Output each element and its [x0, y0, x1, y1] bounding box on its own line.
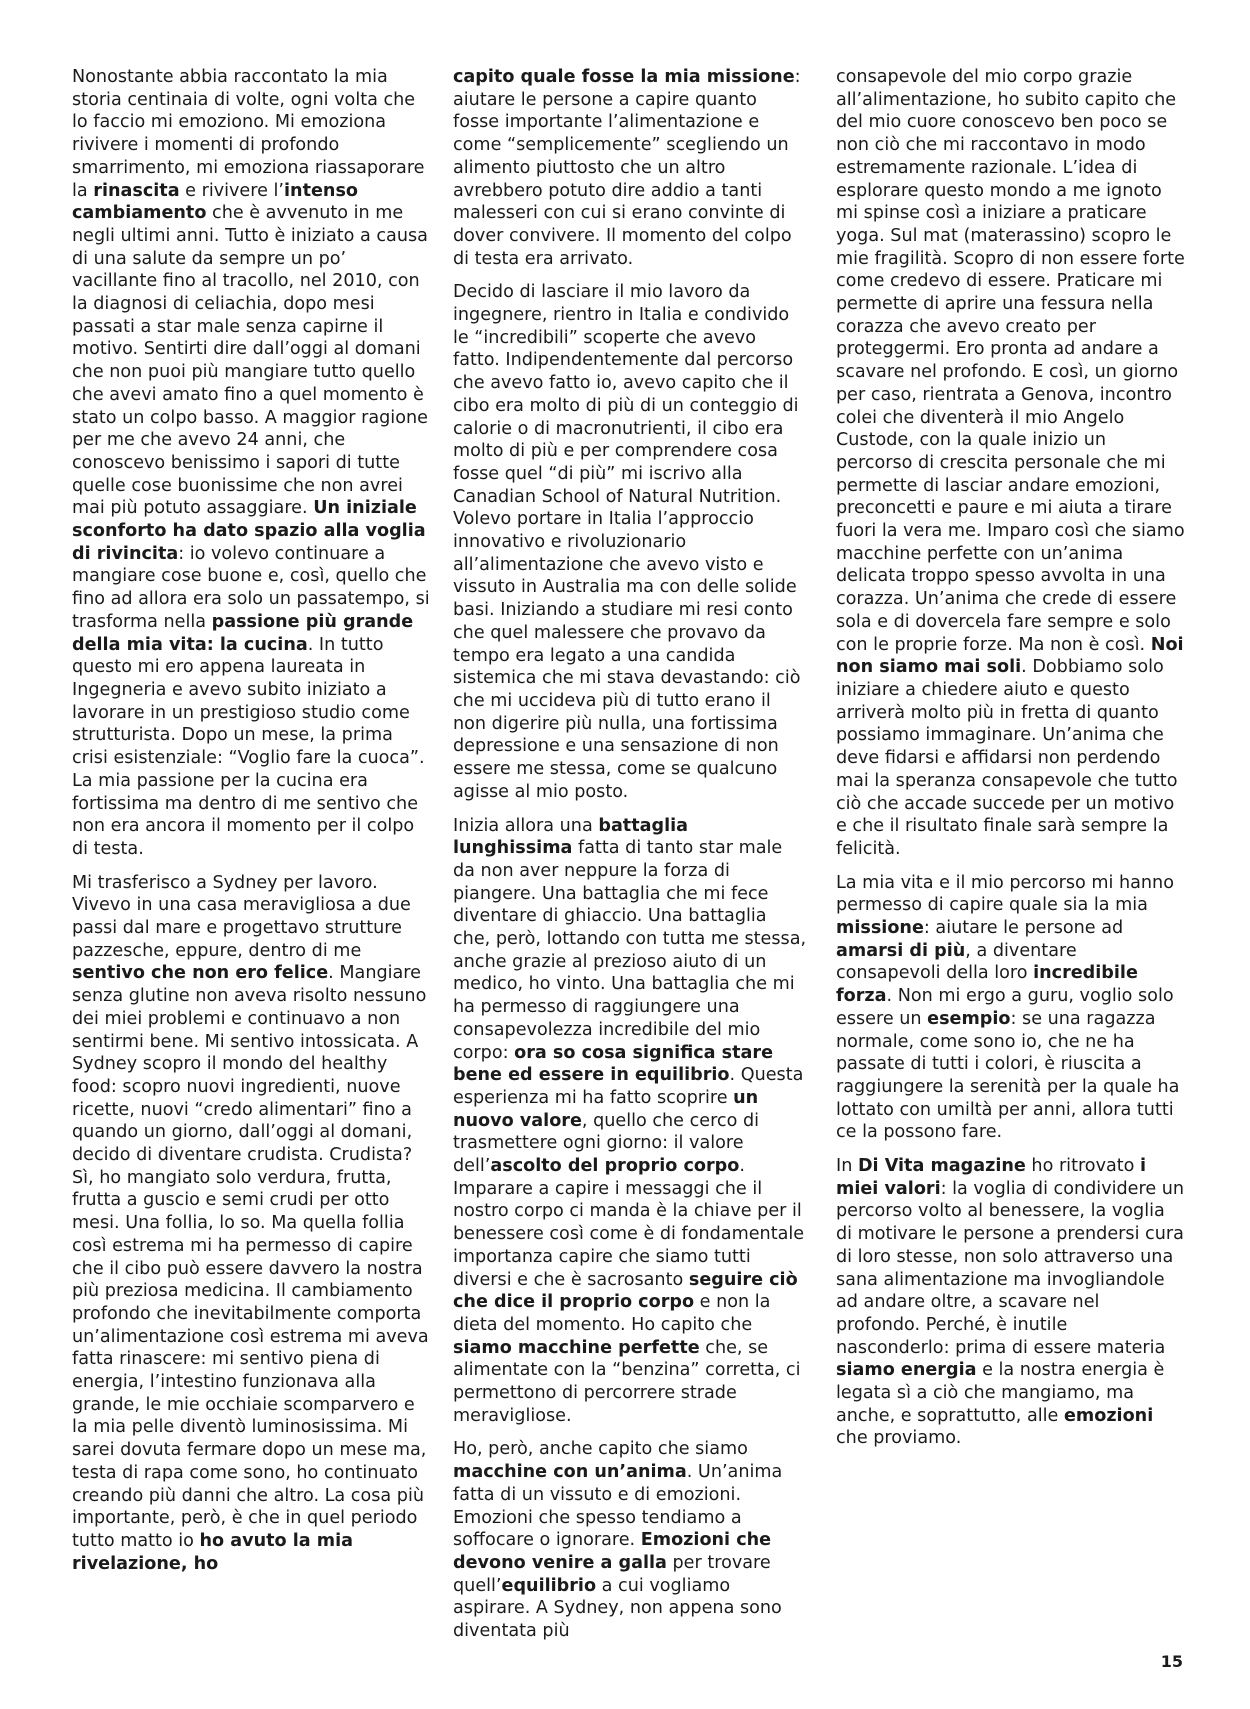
body-text: : aiutare le persone ad — [923, 918, 1124, 939]
bold-text: capito quale fosse la mia missione — [453, 67, 795, 87]
body-text: , a diventare consapevoli della loro — [836, 940, 1077, 984]
body-text: Inizia allora una — [453, 815, 599, 836]
body-text: consapevole del mio corpo grazie all’alimentazione, ho subito capito che del mio cuore conoscevo ben poco se non ciò che mi raccontavo in modo estremamente razionale. L’idea di esplorare questo mondo a me ignoto mi spinse così a iniziare a praticare yoga. Sul mat (materassino) scopro le mie fragilità. Scopro di non essere forte come credevo di essere. Praticare mi permette di aprire una fessura nella corazza che avevo creato per proteggermi. Ero pronta ad andare a scavare nel profondo. E così, un giorno per caso, rientrata a Genova, incontro colei che diventerà il mio Angelo Custode, con la quale inizio un percorso di crescita personale che mi permette di lasciar andare emozioni, preconcetti e paure e mi aiuta a tirare fuori la vera me. Imparo così che siamo macchine perfette con un’anima delicata troppo spesso avvolta in una corazza. Un’anima che crede di essere sola e di dovercela fare sempre e solo con le proprie forze. Ma non è così. — [836, 67, 1185, 655]
body-text: Decido di lasciare il mio lavoro da ingegnere, rientro in Italia e condivido le “incredibili” scoperte che avevo fatto. Indipendentemente dal percorso che avevo fatto io, avevo capito che il cibo era molto di più di un conteggio di calorie o di macronutrienti, il cibo era molto di più e per comprendere cosa fosse quel “di più” mi iscrivo alla Canadian School of Natural Nutrition. Volevo portare in Italia l’approccio innovativo e rivoluzionario all’alimentazione che avevo visto e vissuto in Australia ma con delle solide basi. Iniziando a studiare mi resi conto che quel malessere che provavo da tempo era legato a una candida sistemica che mi stava devastando: ciò che mi uccideva più di tutto erano il non digerire più nulla, una fortissima depressione e una sensazione di non essere me stessa, come se qualcuno agisse al mio posto. — [453, 282, 801, 802]
body-text: , quello che cerco di trasmettere ogni giorno: il valore dell’ — [453, 1110, 760, 1177]
bold-text: incredibile forza — [836, 963, 1138, 1007]
bold-text: passione più grande della mia vita: la cucina — [72, 611, 414, 655]
body-text: In — [836, 1156, 858, 1177]
body-text: La mia vita e il mio percorso mi hanno permesso di capire quale sia la mia — [836, 872, 1174, 916]
bold-text: battaglia lunghissima — [453, 815, 689, 859]
paragraph — [453, 1438, 808, 1642]
body-text: . Non mi ergo a guru, voglio solo essere un — [836, 986, 1174, 1029]
body-text: . In tutto questo mi ero appena laureata in Ingegneria e avevo subito iniziato a lavorare in un prestigioso studio come strutturista. Dopo un mese, la prima crisi esistenziale: “Voglio fare la cuoca”. La mia passione per la cucina era fortissima ma dentro di me sentivo che non era ancora il momento per il colpo di testa. — [72, 634, 425, 859]
body-text: che, se alimentate con la “benzina” corretta, ci permettono di percorrere strade meravigliose. — [453, 1337, 801, 1426]
body-text: Nonostante abbia raccontato la mia storia centinaia di volte, ogni volta che lo faccio mi emoziono. Mi emoziona rivivere i momenti di profondo smarrimento, mi emoziona riassaporare la — [72, 67, 425, 201]
bold-text: esempio — [927, 1008, 1011, 1029]
bold-text: rinascita — [93, 180, 180, 201]
body-text: e rivivere l’ — [179, 180, 285, 201]
body-text: . Questa esperienza mi ha fatto scoprire — [453, 1065, 804, 1108]
body-text: : aiutare le persone a capire quanto fosse importante l’alimentazione e come “semplicemente” scegliendo un alimento piuttosto che un altro avrebbero potuto dire addio a tanti malesseri con cui si erano convinte di dover convivere. Il momento del colpo di testa era arrivato. — [453, 67, 801, 269]
body-text: che proviamo. — [836, 1428, 962, 1449]
body-text: e non la dieta del momento. Ho capito che — [453, 1292, 771, 1335]
bold-text: Un iniziale sconforto ha dato spazio alla voglia di rivincita — [72, 498, 426, 564]
body-text: . Imparare a capire i messaggi che il nostro corpo ci manda è la chiave per il benessere così come è di fondamentale importanza capire che siamo tutti diversi e che è sacrosanto — [453, 1156, 805, 1290]
bold-text: ora so cosa significa stare bene ed essere in equilibrio — [453, 1042, 774, 1086]
bold-text: Di Vita magazine — [857, 1156, 1026, 1177]
bold-text: sentivo che non ero felice — [72, 963, 329, 984]
paragraph — [453, 66, 808, 270]
bold-text: i miei valori — [836, 1156, 1147, 1199]
body-text: ho ritrovato — [1025, 1156, 1141, 1177]
bold-text: siamo energia — [836, 1360, 977, 1381]
bold-text: ho avuto la mia rivelazione, ho — [72, 1531, 354, 1574]
paragraph — [72, 872, 432, 1576]
paragraph — [453, 815, 808, 1428]
article-column-3 — [836, 66, 1186, 1461]
bold-text: ascolto del proprio corpo — [490, 1156, 740, 1177]
paragraph — [836, 1155, 1186, 1450]
bold-text: amarsi di più — [836, 940, 966, 961]
paragraph — [453, 281, 808, 803]
bold-text: emozioni — [1063, 1405, 1154, 1426]
bold-text: Emozioni che devono venire a galla — [453, 1530, 772, 1573]
body-text: . Dobbiamo solo iniziare a chiedere aiuto e questo arriverà molto più in fretta di quanto possiamo immaginare. Un’anima che deve fidarsi e affidarsi non perdendo mai la speranza consapevole che tutto ciò che accade succede per un motivo e che il risultato finale sarà sempre la felicità. — [836, 657, 1178, 859]
bold-text: equilibrio — [501, 1575, 597, 1596]
bold-text: siamo macchine perfette — [453, 1337, 700, 1358]
bold-text: missione — [836, 918, 924, 939]
body-text: : io volevo continuare a mangiare cose buone e, così, quello che fino ad allora era solo un passatempo, si trasforma nella — [72, 543, 430, 632]
article-column-1 — [72, 66, 432, 1586]
page-number: 15 — [1160, 1652, 1183, 1671]
paragraph — [836, 66, 1186, 861]
body-text: . Un’anima fatta di un vissuto e di emozioni. Emozioni che spesso tendiamo a soffocare o ignorare. — [453, 1462, 783, 1551]
bold-text: seguire ciò che dice il proprio corpo — [453, 1269, 798, 1313]
body-text: che è avvenuto in me negli ultimi anni. Tutto è iniziato a causa di una salute da sempre un po’ vacillante fino al tracollo, nel 2010, con la diagnosi di celiachia, dopo mesi passati a star male senza capirne il motivo. Sentirti dire dall’oggi al domani che non puoi più mangiare tutto quello che avevi amato fino a quel momento è stato un colpo basso. A maggior ragione per me che avevo 24 anni, che conoscevo benissimo i sapori di tutte quelle cose buonissime che non avrei mai più potuto assaggiare. — [72, 203, 428, 519]
body-text: Ho, però, anche capito che siamo — [453, 1439, 748, 1460]
body-text: e la nostra energia è legata sì a ciò che mangiamo, ma anche, e soprattutto, alle — [836, 1360, 1165, 1426]
bold-text: macchine con un’anima — [453, 1462, 687, 1483]
body-text: Mi trasferisco a Sydney per lavoro. Vivevo in una casa meravigliosa a due passi dal mare e progettavo strutture pazzesche, eppure, dentro di me — [72, 872, 411, 961]
body-text: : se una ragazza normale, come sono io, che ne ha passate di tutti i colori, è riuscita a raggiungere la serenità per la quale ha lottato con umiltà per anni, allora tutti ce la possono fare. — [836, 1008, 1180, 1143]
body-text: fatta di tanto star male da non aver neppure la forza di piangere. Una battaglia che mi fece diventare di ghiaccio. Una battaglia che, però, lottando con tutta me stessa, anche grazie al prezioso aiuto di un medico, ho vinto. Una battaglia che mi ha permesso di raggiungere una consapevolezza incredibile del mio corpo: — [453, 838, 807, 1063]
bold-text: Noi non siamo mai soli — [836, 634, 1184, 678]
bold-text: un nuovo valore — [453, 1087, 759, 1131]
body-text: a cui vogliamo aspirare. A Sydney, non appena sono diventata più — [453, 1575, 782, 1642]
body-text: per trovare quell’ — [453, 1553, 771, 1596]
article-column-2 — [453, 66, 808, 1654]
paragraph — [72, 66, 432, 861]
body-text: : la voglia di condividere un percorso volto al benessere, la voglia di motivare le persone a prendersi cura di loro stesse, non solo attraverso una sana alimentazione ma invogliandole ad andare oltre, a scavare nel profondo. Perché, è inutile nasconderlo: prima di essere materia — [836, 1178, 1185, 1358]
paragraph — [836, 872, 1186, 1144]
body-text: . Mangiare senza glutine non aveva risolto nessuno dei miei problemi e continuavo a non sentirmi bene. Mi sentivo intossicata. A Sydney scopro il mondo del healthy food: scopro nuovi ingredienti, nuove ricette, nuovi “credo alimentari” fino a quando un giorno, dall’oggi al domani, decido di diventare crudista. Crudista? Sì, ho mangiato solo verdura, frutta, frutta a guscio e semi crudi per otto mesi. Una follia, lo so. Ma quella follia così estrema mi ha permesso di capire che il cibo può essere davvero la nostra più preziosa medicina. Il cambiamento profondo che inevitabilmente comporta un’alimentazione così estrema mi aveva fatta rinascere: mi sentivo piena di energia, l’intestino funzionava alla grande, le mie occhiaie scomparvero e la mia pelle diventò luminosissima. Mi sarei dovuta fermare dopo un mese ma, testa di rapa come sono, ho continuato creando più danni che altro. La cosa più importante, però, è che in quel periodo tutto matto io — [72, 963, 429, 1551]
bold-text: intenso cambiamento — [72, 180, 358, 224]
